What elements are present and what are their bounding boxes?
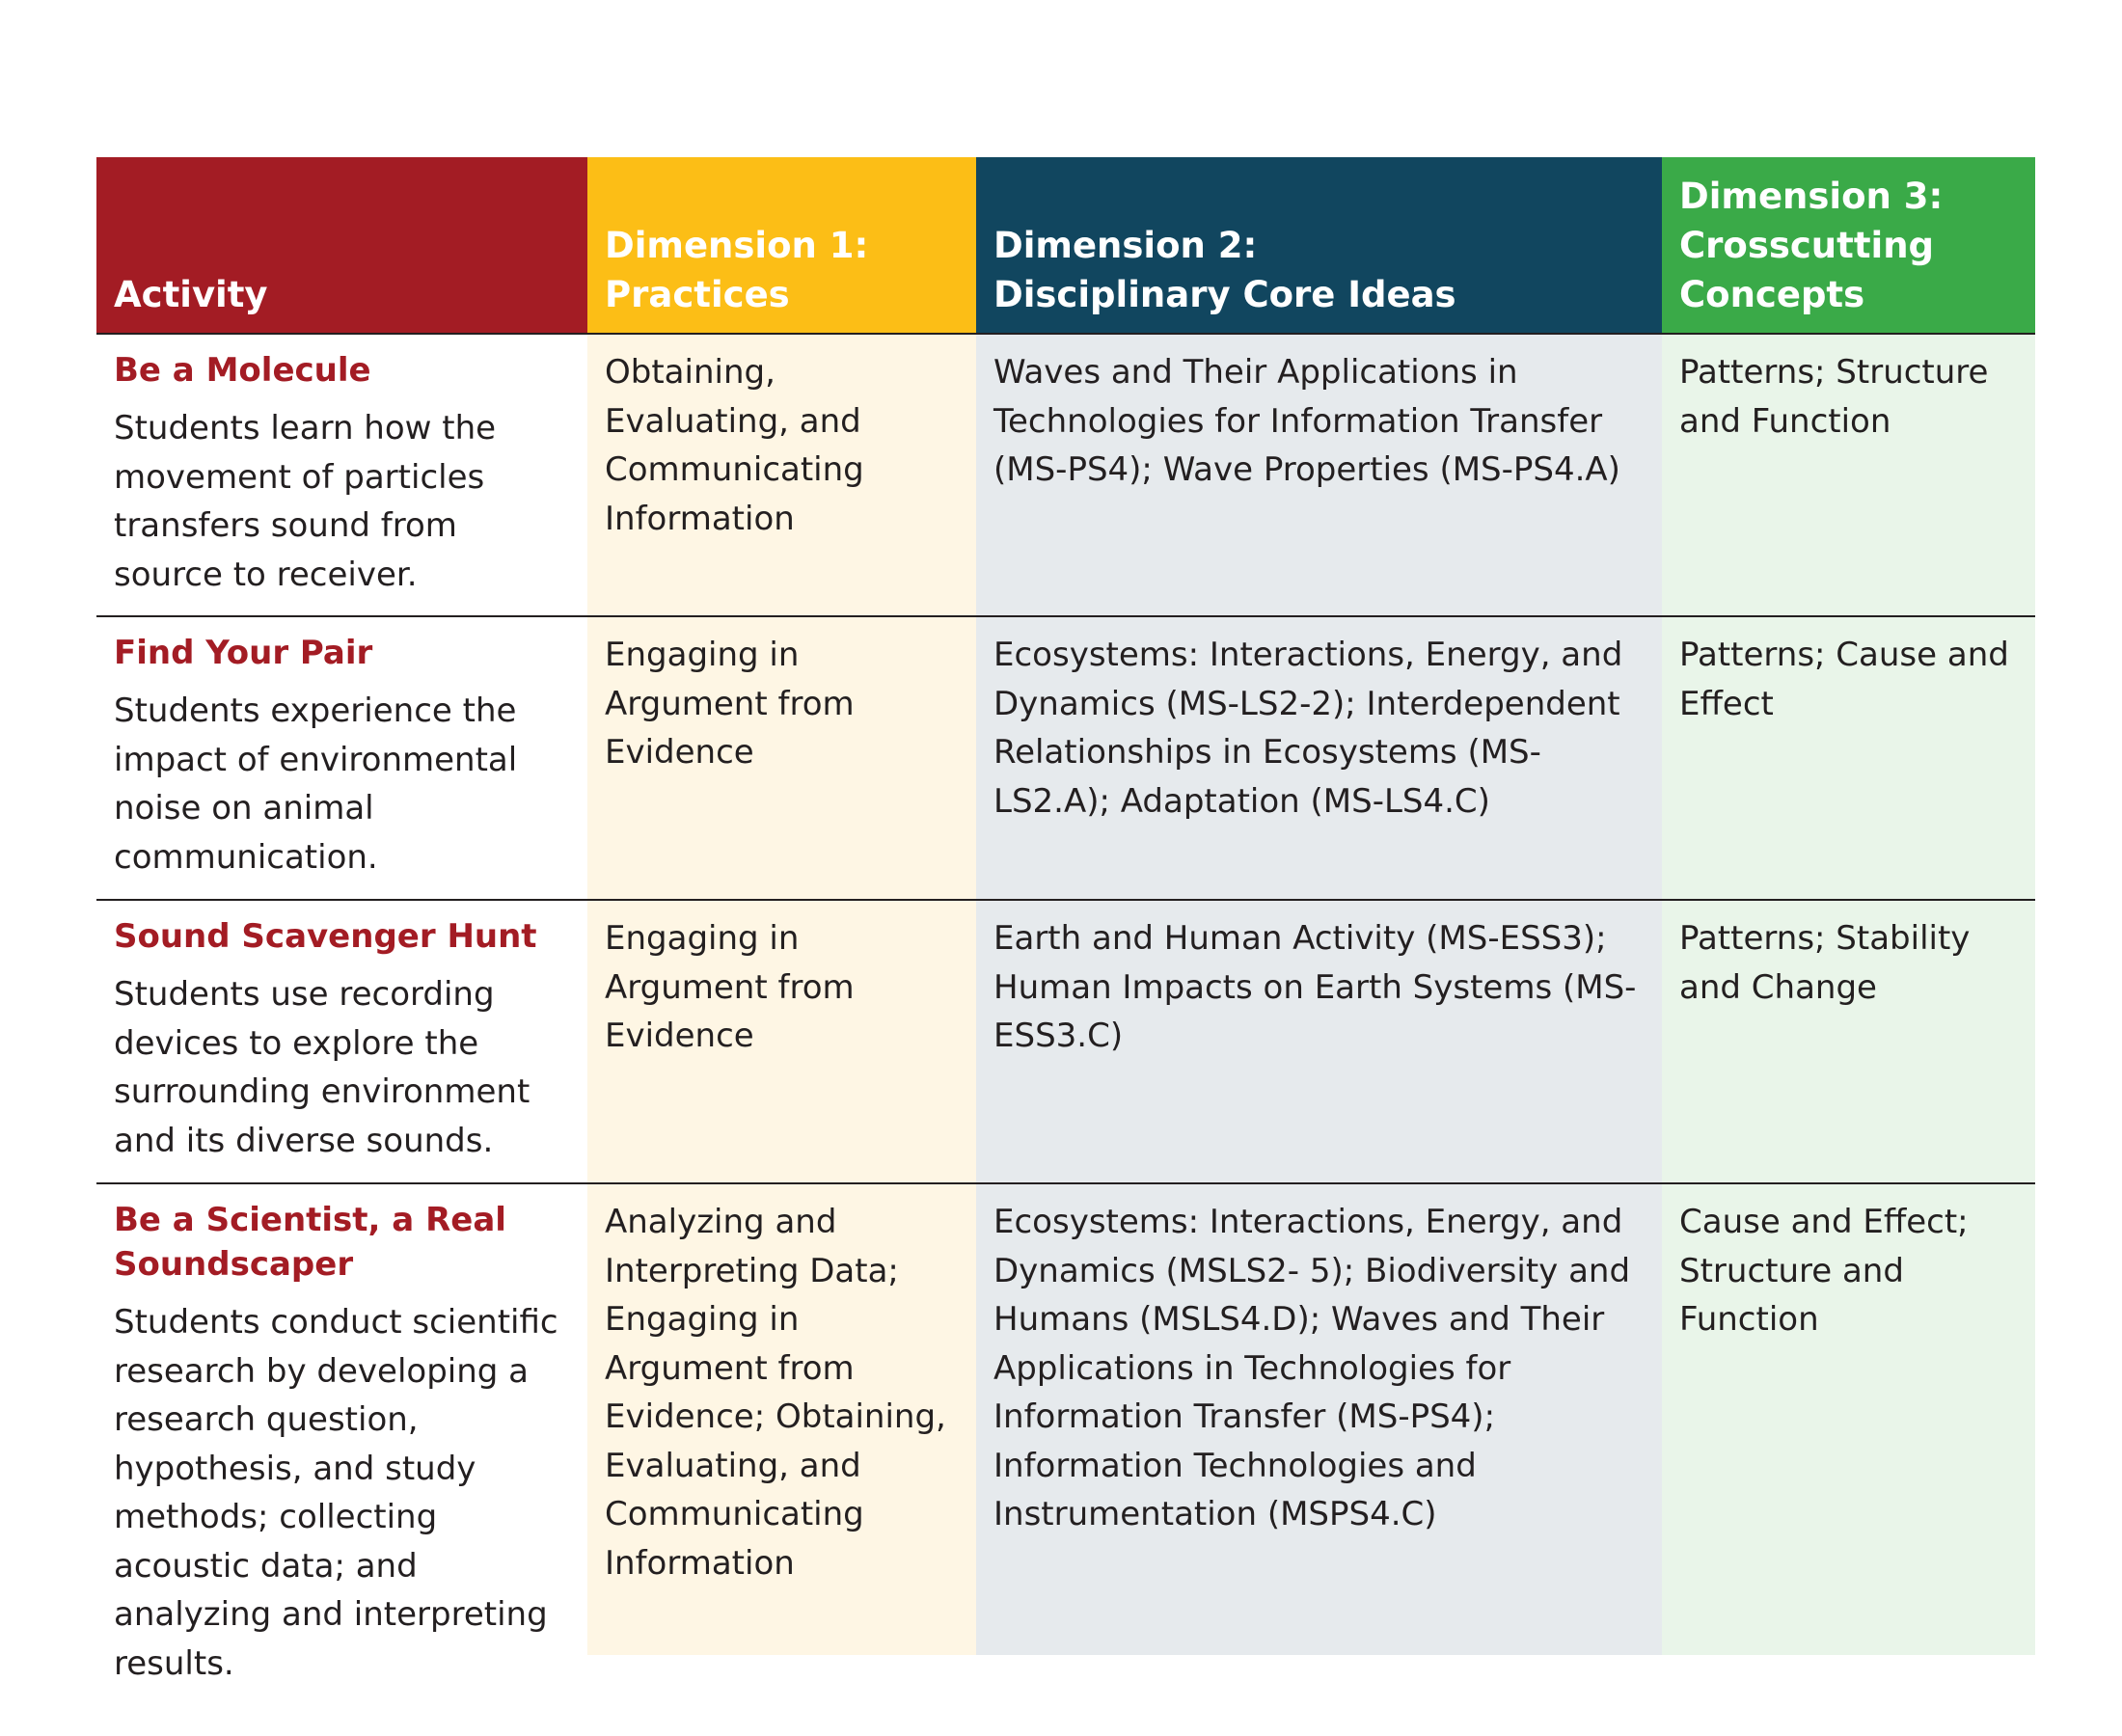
header-dimension-1 — [587, 157, 976, 333]
core-ideas-cell: Ecosystems: Interactions, Energy, and Dynamics (MSLS2- 5); Biodiversity and Humans (MSLS4.D); Waves and Their Applications in Technologies for Information Transfer (MS-PS4); Information Technologies and Instrumentation (MSPS4.C) — [976, 1184, 1662, 1655]
header-dimension-1-subtitle: Practices — [605, 274, 790, 315]
crosscutting-concepts-cell: Patterns; Cause and Effect — [1662, 617, 2035, 899]
table-header-row — [96, 157, 2035, 333]
table-row — [96, 615, 2035, 899]
practices-cell: Analyzing and Interpreting Data; Engaging in Argument from Evidence; Obtaining, Evaluating, and Communicating Information — [587, 1184, 976, 1655]
core-ideas-cell: Ecosystems: Interactions, Energy, and Dynamics (MS-LS2-2); Interdependent Relationships in Ecosystems (MS-LS2.A); Adaptation (MS-LS4.C) — [976, 617, 1662, 899]
crosscutting-concepts-cell: Patterns; Structure and Function — [1662, 335, 2035, 615]
activity-cell — [96, 901, 587, 1182]
header-dimension-3-title: Dimension 3: — [1679, 176, 1944, 217]
header-dimension-2-title: Dimension 2: — [993, 225, 1258, 266]
activity-description: Students learn how the movement of particles transfers sound from source to receiver. — [114, 409, 497, 594]
practices-cell: Obtaining, Evaluating, and Communicating Information — [587, 335, 976, 615]
header-dimension-2-subtitle: Disciplinary Core Ideas — [993, 274, 1456, 315]
header-dimension-3-subtitle-1: Crosscutting — [1679, 225, 1935, 266]
table-row — [96, 899, 2035, 1182]
header-activity — [96, 157, 587, 333]
practices-cell: Engaging in Argument from Evidence — [587, 901, 976, 1182]
activity-cell — [96, 1184, 587, 1683]
header-dimension-3 — [1662, 157, 2035, 333]
activity-title: Be a Scientist, a Real Soundscaper — [114, 1201, 506, 1284]
activity-description: Students conduct scientific research by developing a research question, hypothesis, and study methods; collecting acoustic data; and analyzing and interpreting results. — [114, 1303, 558, 1683]
activity-description: Students experience the impact of environmental noise on animal communication. — [114, 692, 518, 877]
header-dimension-3-subtitle-2: Concepts — [1679, 274, 1865, 315]
header-dimension-2 — [976, 157, 1662, 333]
header-dimension-1-title: Dimension 1: — [605, 225, 869, 266]
activity-cell — [96, 335, 587, 615]
table-row — [96, 1182, 2035, 1683]
activity-title: Sound Scavenger Hunt — [114, 917, 537, 956]
activity-title: Be a Molecule — [114, 351, 371, 390]
core-ideas-cell: Waves and Their Applications in Technologies for Information Transfer (MS-PS4); Wave Properties (MS-PS4.A) — [976, 335, 1662, 615]
ngss-activity-table — [96, 157, 2035, 1683]
activity-title: Find Your Pair — [114, 634, 373, 672]
activity-cell — [96, 617, 587, 899]
activity-description: Students use recording devices to explore the surrounding environment and its diverse sounds. — [114, 975, 530, 1160]
core-ideas-cell: Earth and Human Activity (MS-ESS3); Human Impacts on Earth Systems (MS-ESS3.C) — [976, 901, 1662, 1182]
header-activity-label: Activity — [114, 274, 268, 315]
practices-cell: Engaging in Argument from Evidence — [587, 617, 976, 899]
table-row — [96, 333, 2035, 615]
crosscutting-concepts-cell: Patterns; Stability and Change — [1662, 901, 2035, 1182]
crosscutting-concepts-cell: Cause and Effect; Structure and Function — [1662, 1184, 2035, 1655]
